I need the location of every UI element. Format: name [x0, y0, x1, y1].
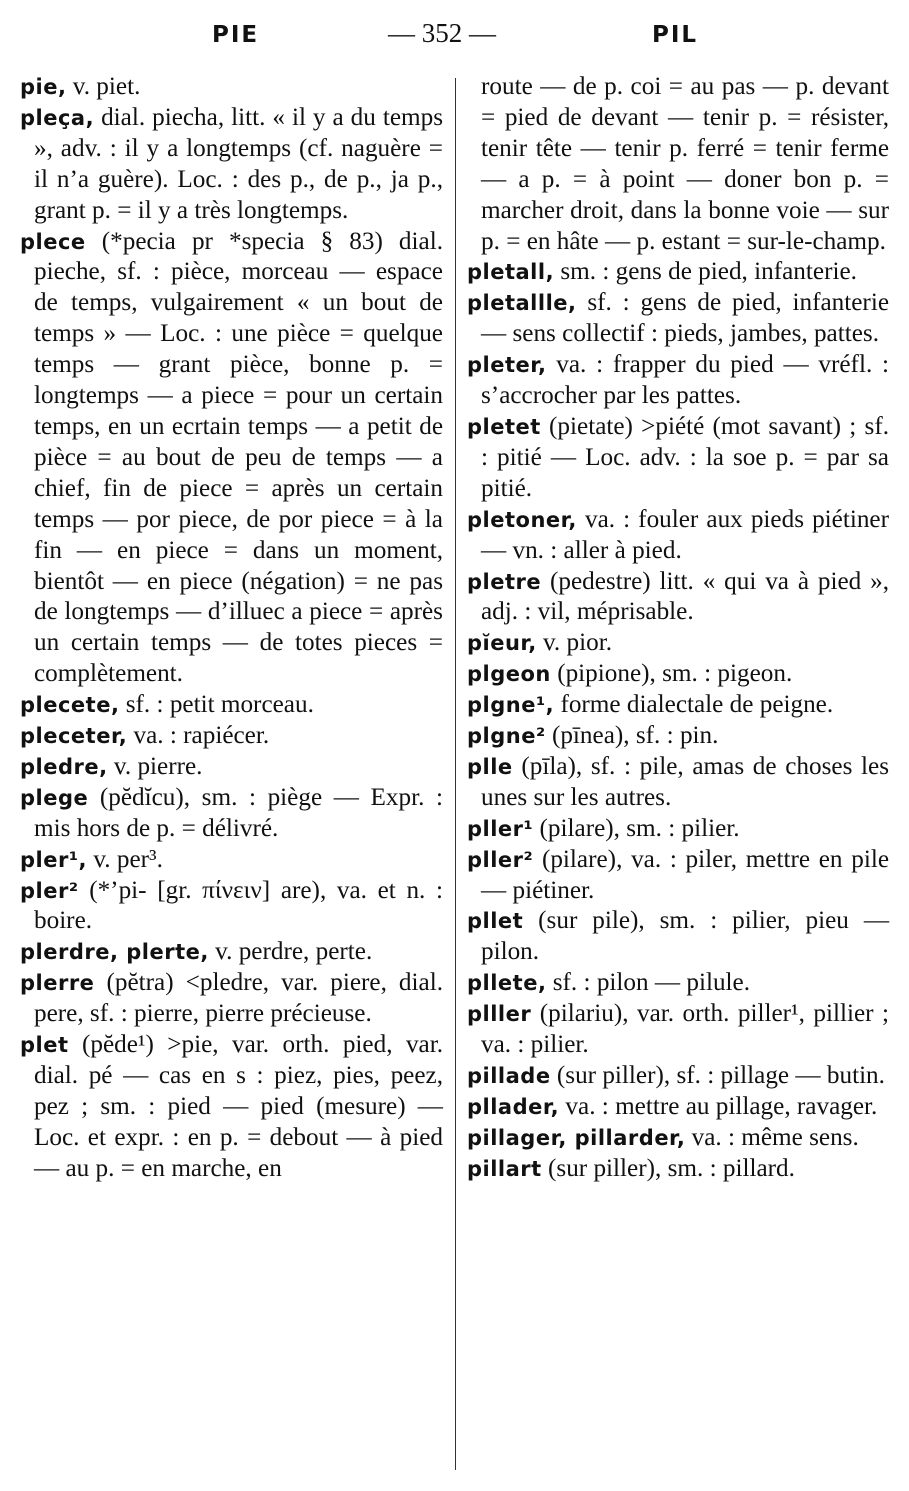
- headword: plller: [467, 1002, 532, 1027]
- headword: pletall,: [467, 260, 555, 285]
- definition: v. perdre, perte.: [215, 938, 373, 966]
- definition: va. : rapiécer.: [133, 722, 270, 750]
- definition: sf. : petit morceau.: [125, 691, 314, 719]
- entry: [467, 350, 889, 412]
- entry: [467, 690, 889, 721]
- headword: plerre: [20, 971, 95, 996]
- headword: pĭeur,: [467, 631, 537, 656]
- definition: va. : fouler aux pieds piétiner — vn. : aller à pied.: [481, 505, 890, 564]
- left-column: [20, 72, 443, 1185]
- headword: pleceter,: [20, 724, 128, 749]
- definition: dial. piecha, litt. « il y a du temps », adv. : il y a longtemps (cf. naguère = il n’a guère). Loc. : des p., de p., ja p., grant p. = il y a très longtemps.: [34, 103, 443, 224]
- headword: plerdre, plerte,: [20, 940, 209, 965]
- definition: va. : mettre au pillage, ravager.: [565, 1092, 878, 1120]
- definition: sf. : pilon — pilule.: [552, 969, 751, 997]
- definition: va. : frapper du pied — vréfl. : s’accrocher par les pattes.: [481, 351, 889, 410]
- definition: (sur pile), sm. : pilier, pieu — pilon.: [481, 907, 890, 966]
- definition: v. pior.: [542, 629, 612, 657]
- entry: [20, 752, 443, 783]
- headword: pleter,: [467, 353, 547, 378]
- definition: (pĕdĭcu), sm. : piège — Expr. : mis hors de p. = délivré.: [34, 783, 443, 842]
- header-right-guide-word: PIL: [652, 22, 699, 48]
- entry: [467, 257, 889, 288]
- entry: [467, 288, 889, 350]
- headword: pillager, pillarder,: [467, 1125, 686, 1150]
- definition: (pīla), sf. : pile, amas de choses les unes sur les autres.: [481, 752, 890, 811]
- definition: v. piet.: [72, 73, 141, 100]
- entry: [467, 505, 889, 567]
- entry: [20, 968, 443, 1030]
- definition: forme dialectale de peigne.: [560, 691, 834, 719]
- entry: [467, 567, 889, 629]
- definition: v. per³.: [93, 845, 163, 873]
- headword: pleça,: [20, 105, 95, 130]
- entry: [20, 1030, 443, 1185]
- entry: [467, 968, 889, 999]
- entry: [467, 412, 889, 505]
- entry: [467, 659, 889, 690]
- entry: [467, 628, 889, 659]
- headword: pllete,: [467, 971, 547, 996]
- entry: [467, 1061, 889, 1092]
- entry: [20, 721, 443, 752]
- entry: [20, 690, 443, 721]
- headword: pillade: [467, 1064, 551, 1088]
- entry: [467, 1092, 889, 1123]
- definition: (pilare), sm. : pilier.: [539, 814, 740, 842]
- headword: pillart: [467, 1156, 542, 1181]
- headword: pletre: [467, 569, 542, 594]
- headword: pletet: [467, 414, 541, 439]
- column-divider: [455, 78, 456, 1470]
- headword: plece: [20, 229, 86, 254]
- definition: v. pierre.: [113, 752, 203, 780]
- entry: [20, 876, 443, 938]
- entry-continuation: [467, 72, 889, 257]
- page-number: — 352 —: [388, 18, 496, 48]
- definition: va. : même sens.: [691, 1123, 859, 1151]
- entry: [20, 937, 443, 968]
- definition: (pīnea), sf. : pin.: [551, 722, 719, 750]
- headword: pller²: [467, 847, 534, 872]
- headword: plgne¹,: [467, 693, 555, 718]
- headword: pllet: [467, 909, 524, 934]
- right-column: [467, 72, 889, 1185]
- headword: plgeon: [467, 662, 551, 687]
- definition: (pietate) >piété (mot savant) ; sf. : pitié — Loc. adv. : la soe p. = par sa pitié.: [481, 412, 890, 502]
- definition: (*’pi- [gr. πίνειν] are), va. et n. : boire.: [34, 876, 444, 935]
- headword: pledre,: [20, 754, 108, 779]
- definition: route — de p. coi = au pas — p. devant = pied de devant — tenir p. = résister, tenir tête — tenir p. ferré = tenir ferme — a p. = à point — doner bon p. = marcher droit, dans la bonne voie — sur p. = en hâte — p. estant = sur-le-champ.: [481, 73, 889, 255]
- headword: plle: [467, 754, 513, 779]
- headword: plege: [20, 785, 89, 810]
- definition: (pĕtra) <pledre, var. piere, dial. pere, sf. : pierre, pierre précieuse.: [34, 969, 443, 1028]
- entry: [20, 72, 443, 103]
- entry: [467, 814, 889, 845]
- headword: pletallle,: [467, 291, 577, 316]
- definition: (*pecia pr *specia § 83) dial. pieche, sf. : pièce, morceau — espace de temps, vulgairement « un bout de temps » — Loc. : une pièce = quelque temps — grant pièce, bonne p. = longtemps — a piece = pour un certain temps, en un ecrtain temps — a petit de pièce = au bout de peu de temps — a chief, fin de piece = après un certain temps — por piece, de por piece = à la fin — en piece = dans un moment, bientôt — en piece (négation) = ne pas de longtemps — d’illuec a piece = après un certain temps — de totes pieces = complètement.: [34, 227, 443, 688]
- entry: [467, 999, 889, 1061]
- headword: pllader,: [467, 1094, 560, 1119]
- entry: [467, 752, 889, 814]
- definition: (pĕde¹) >pie, var. orth. pied, var. dial. pé — cas en s : piez, pies, peez, pez ; sm. : pied — pied (mesure) — Loc. et expr. : en p. = debout — à pied — au p. = en marche, en: [34, 1031, 444, 1182]
- entry: [467, 721, 889, 752]
- entry: [20, 783, 443, 845]
- entry: [20, 845, 443, 876]
- definition: sm. : gens de pied, infanterie.: [560, 258, 857, 286]
- headword: plecete,: [20, 693, 120, 718]
- header-left-guide-word: PIE: [212, 22, 260, 48]
- definition: (pipione), sm. : pigeon.: [557, 660, 793, 688]
- headword: pller¹: [467, 816, 534, 841]
- definition: (sur piller), sm. : pillard.: [548, 1154, 795, 1182]
- entry: [467, 845, 889, 907]
- entry: [20, 227, 443, 691]
- headword: plgne²: [467, 724, 546, 749]
- headword: pler¹,: [20, 847, 88, 872]
- definition: sf. : gens de pied, infanterie — sens collectif : pieds, jambes, pattes.: [481, 289, 889, 348]
- entry: [20, 103, 443, 227]
- definition: (pilare), va. : piler, mettre en pile — piétiner.: [481, 845, 890, 904]
- entry: [467, 1123, 889, 1154]
- entry: [467, 1154, 889, 1185]
- entry: [467, 906, 889, 968]
- definition: (pedestre) litt. « qui va à pied », adj. : vil, méprisable.: [481, 567, 890, 626]
- headword: pie,: [20, 75, 67, 99]
- definition: (pilariu), var. orth. piller¹, pillier ; va. : pilier.: [481, 1000, 889, 1059]
- headword: plet: [20, 1033, 69, 1058]
- page-header: [0, 14, 909, 58]
- headword: pler²: [20, 878, 79, 903]
- definition: (sur piller), sf. : pillage — butin.: [556, 1062, 885, 1089]
- headword: pletoner,: [467, 507, 577, 532]
